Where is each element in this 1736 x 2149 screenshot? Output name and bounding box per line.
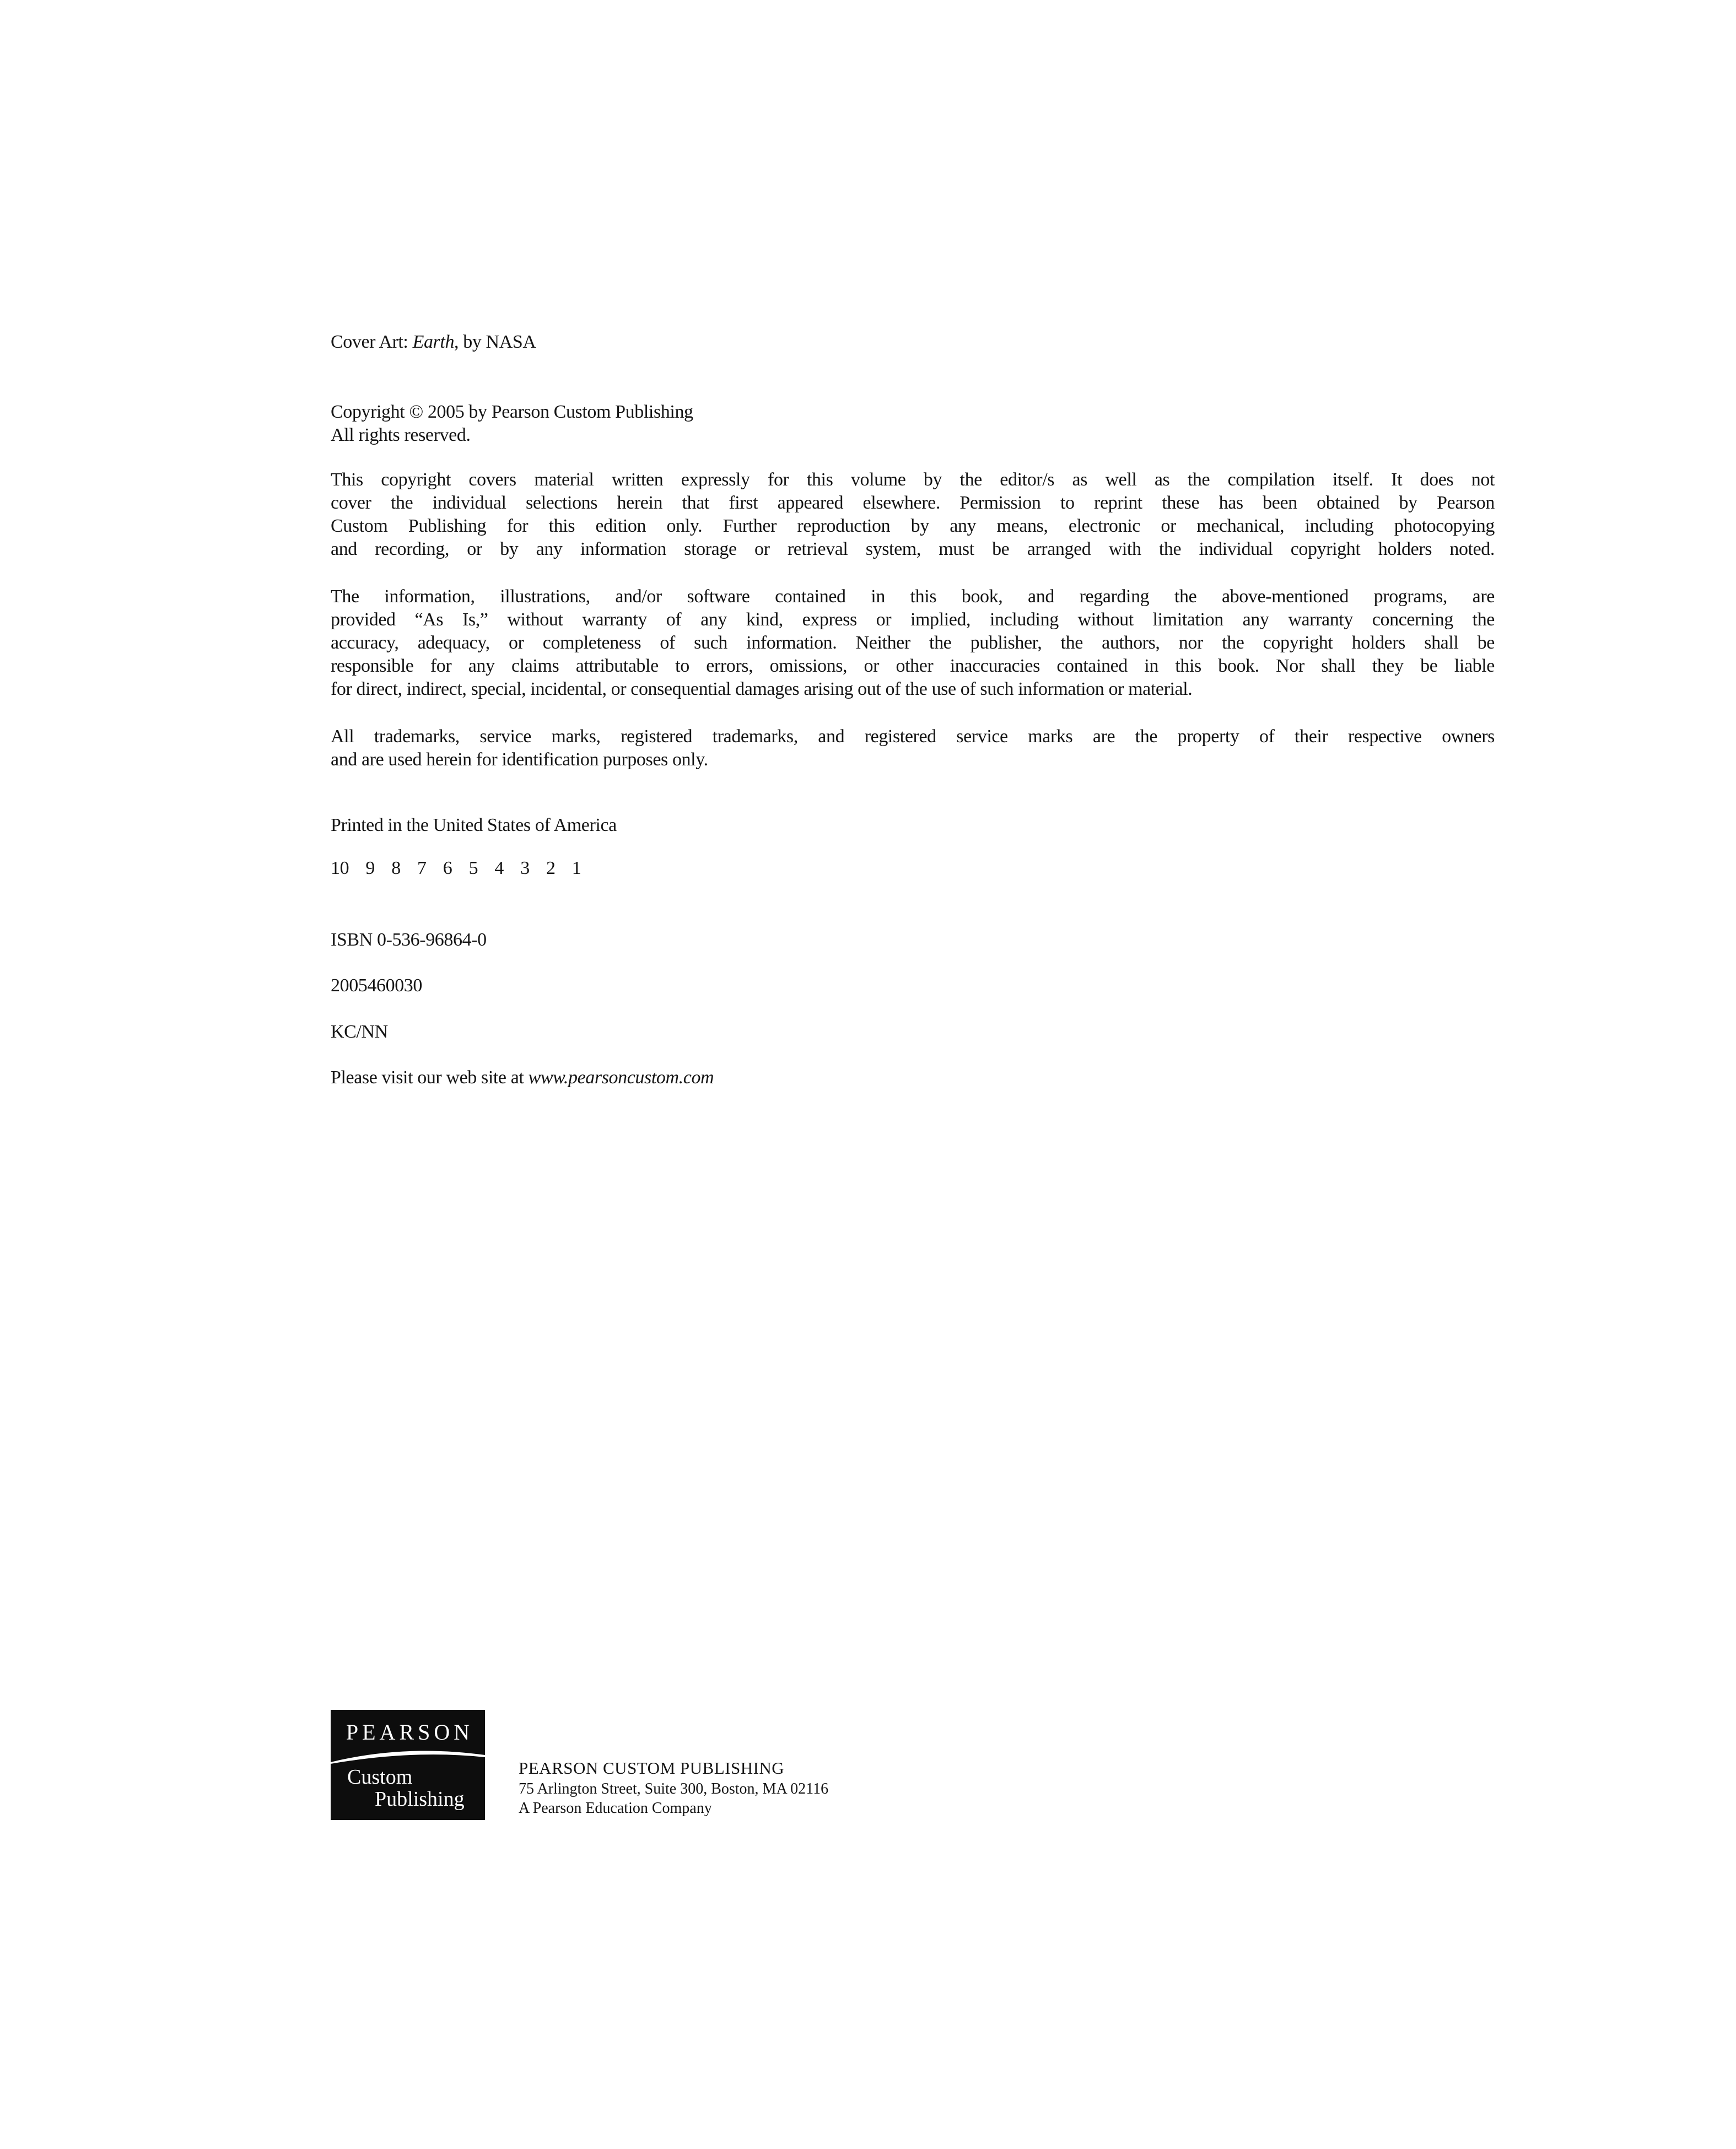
rights-reserved-line: All rights reserved. [331,425,471,445]
page-content [331,331,1495,1820]
paragraph-line: and recording, or by any information storage or retrieval system, must be arranged with the individual copyright holders noted. [331,539,1495,559]
cover-art-prefix: Cover Art: [331,332,413,352]
paragraph-line: All trademarks, service marks, registered trademarks, and registered service marks are the property of their respective owners [331,726,1495,747]
cover-art-suffix: , by NASA [454,332,536,352]
paragraph-line: cover the individual selections herein that first appeared elsewhere. Permission to reprint these has been obtained by Pearson [331,493,1495,513]
publisher-tagline: A Pearson Education Company [519,1800,712,1817]
website-line [331,1066,1495,1089]
printed-in-line: Printed in the United States of America [331,815,617,835]
paragraph-line: responsible for any claims attributable to errors, omissions, or other inaccuracies contained in this book. Nor shall they be liable [331,656,1495,676]
paragraph-line: This copyright covers material written expressly for this volume by the editor/s as well as the compilation itself. It does not [331,469,1495,490]
trademarks-paragraph [331,725,1495,771]
website-url: www.pearsoncustom.com [528,1067,714,1088]
publisher-address: 75 Arlington Street, Suite 300, Boston, MA 02116 [519,1780,829,1797]
pearson-logo-custom: Custom [347,1765,413,1789]
cover-art-credit [331,331,1495,354]
copyright-terms-paragraph [331,468,1495,561]
print-run-numbers: 10 9 8 7 6 5 4 3 2 1 [331,858,581,878]
publisher-colophon [331,1710,1495,1820]
isbn-line: ISBN 0-536-96864-0 [331,930,487,950]
publication-number: 2005460030 [331,975,423,996]
paragraph-line: and are used herein for identification purposes only. [331,749,708,770]
copyright-notice [331,401,1495,447]
pearson-logo-wordmark: PEARSON [346,1720,474,1745]
publisher-name: PEARSON CUSTOM PUBLISHING [519,1758,785,1778]
publisher-info [519,1757,828,1820]
cover-art-title: Earth [412,332,455,352]
copyright-line: Copyright © 2005 by Pearson Custom Publishing [331,402,693,422]
website-prefix: Please visit our web site at [331,1067,529,1088]
paragraph-line: accuracy, adequacy, or completeness of such information. Neither the publisher, the authors, nor the copyright holders shall be [331,633,1495,653]
disclaimer-paragraph [331,585,1495,701]
paragraph-line: The information, illustrations, and/or software contained in this book, and regarding the above-mentioned programs, are [331,586,1495,607]
paragraph-line: for direct, indirect, special, incidental, or consequential damages arising out of the use of such information or material. [331,679,1193,699]
pearson-logo [331,1710,485,1820]
swoosh-icon [331,1745,485,1765]
paragraph-line: Custom Publishing for this edition only. Further reproduction by any means, electronic or mechanical, including photocopying [331,516,1495,536]
paragraph-line: provided “As Is,” without warranty of any kind, express or implied, including without limitation any warranty concerning the [331,609,1495,630]
pearson-logo-publishing: Publishing [375,1788,465,1811]
printer-code: KC/NN [331,1022,388,1042]
